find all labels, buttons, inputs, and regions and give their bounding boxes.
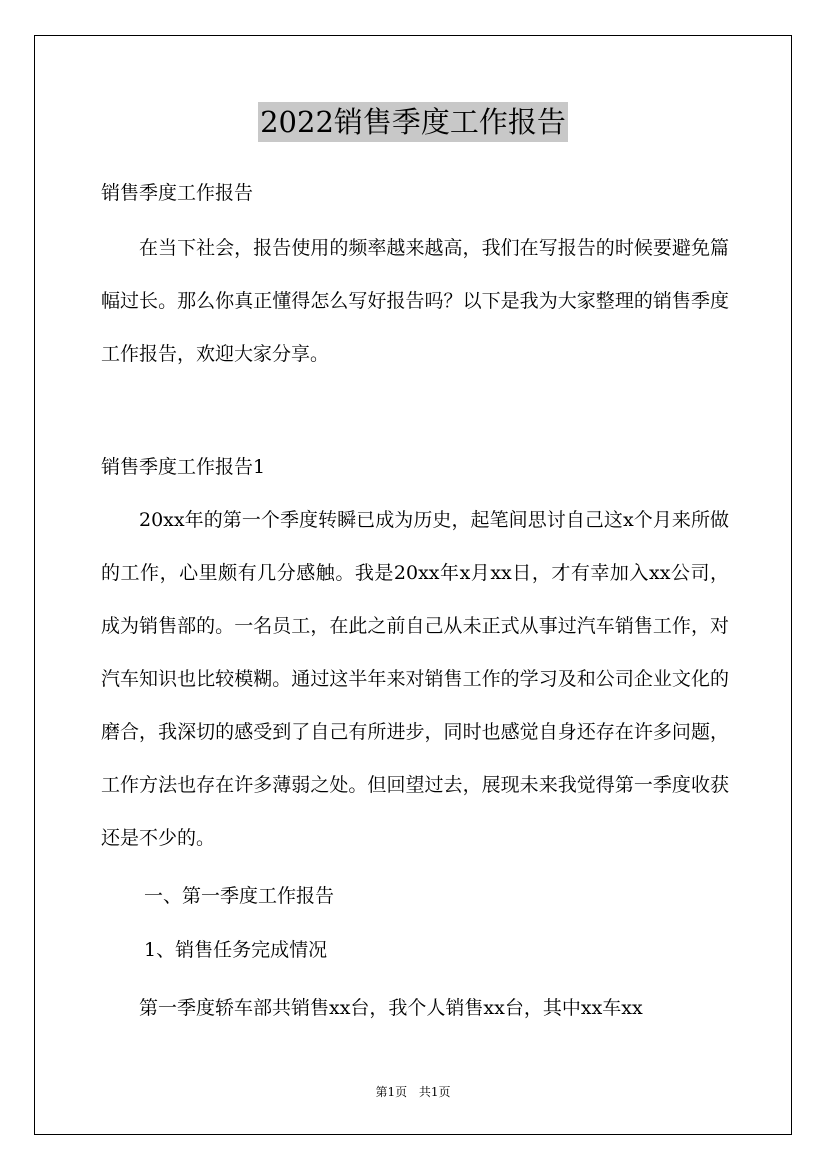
page-number: 第1页 [375,1085,408,1099]
section-1-paragraph: 20xx年的第一个季度转瞬已成为历史，起笔间思讨自己这x个月来所做的工作，心里颇有几分感触。我是20xx年x月xx日，才有幸加入xx公司，成为销售部的。一名员工，在此之前自己从未正式从事过汽车销售工作，对汽车知识也比较模糊。通过这半年来对销售工作的学习及和公司企业文化的磨合，我深切的感受到了自己有所进步，同时也感觉自身还存在许多问题，工作方法也存在许多薄弱之处。但回望过去，展现未来我觉得第一季度收获还是不少的。 [101,509,729,849]
last-paragraph-block [101,982,729,1035]
section-1-body [101,494,729,865]
page-footer [35,1083,791,1100]
section-1-heading: 销售季度工作报告1 [101,456,266,478]
title-container [35,102,791,142]
last-paragraph: 第一季度轿车部共销售xx台，我个人销售xx台，其中xx车xx [139,997,643,1019]
intro-paragraph: 在当下社会，报告使用的频率越来越高，我们在写报告的时候要避免篇幅过长。那么你真正懂得怎么写好报告吗？以下是我为大家整理的销售季度工作报告，欢迎大家分享。 [101,237,729,365]
list-item-1: 一、第一季度工作报告 [144,885,335,907]
list-item-2: 1、销售任务完成情况 [144,939,328,961]
document-heading: 销售季度工作报告 [101,182,254,204]
intro-paragraph-block [101,222,729,381]
document-page [34,35,792,1135]
document-title: 2022销售季度工作报告 [258,102,568,142]
page-total: 共1页 [418,1085,451,1099]
